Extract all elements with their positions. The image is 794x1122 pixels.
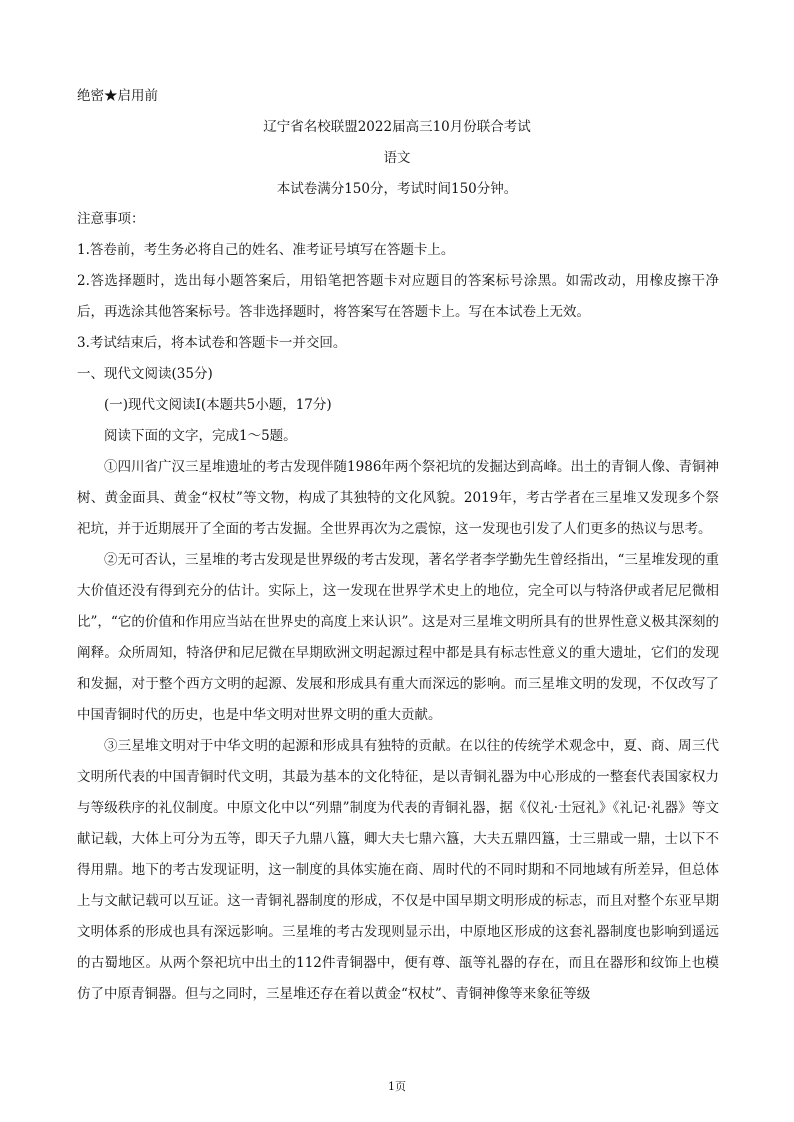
section-title: 一、现代文阅读(35分) xyxy=(77,366,213,382)
score-time-note: 本试卷满分150分，考试时间150分钟。 xyxy=(276,181,518,197)
passage-paragraph-2: ②无可否认，三星堆的考古发现是世界级的考古发现，著名学者李学勤先生曾经指出，“三星堆发现的重大价值还没有得到充分的估计。实际上，这一发现在世界学术史上的地位，完全可以与特洛伊或者尼尼微相比”，“它的价值和作用应当站在世界史的高度上来认识”。这是对三星堆文明所具有的世界性意义极其深刻的阐释。众所周知，特洛伊和尼尼微在早期欧洲文明起源过程中都是具有标志性意义的重大遗址，它们的发现和发掘，对于整个西方文明的起源、发展和形成具有重大而深远的影响。而三星堆文明的发现，不仅改写了中国青铜时代的历史，也是中华文明对世界文明的重大贡献。 xyxy=(77,552,719,723)
notes-heading: 注意事项： xyxy=(77,211,145,227)
note-item-1: 1.答卷前，考生务必将自己的姓名、准考证号填写在答题卡上。 xyxy=(77,242,455,258)
note-item-2: 2.答选择题时，选出每小题答案后，用铅笔把答题卡对应题目的答案标号涂黑。如需改动，用橡皮擦干净后，再选涂其他答案标号。答非选择题时，将答案写在答题卡上。写在本试卷上无效。 xyxy=(77,273,719,320)
page-number: 1页 xyxy=(388,1080,406,1093)
exam-content xyxy=(77,204,719,1010)
passage-paragraph-3: ③三星堆文明对于中华文明的起源和形成具有独特的贡献。在以往的传统学术观念中，夏、商、周三代文明所代表的中国青铜时代文明，其最为基本的文化特征，是以青铜礼器为中心形成的一整套代表国家权力与等级秩序的礼仪制度。中原文化中以“列鼎”制度为代表的青铜礼器，据《仪礼·士冠礼》《礼记·礼器》等文献记载，大体上可分为五等，即天子九鼎八簋，卿大夫七鼎六簋，大夫五鼎四簋，士三鼎或一鼎，士以下不得用鼎。地下的考古发现证明，这一制度的具体实施在商、周时代的不同时期和不同地域有所差异，但总体上与文献记载可以互证。这一青铜礼器制度的形成，不仅是中国早期文明形成的标志，而且对整个东亚早期文明体系的形成也具有深远影响。三星堆的考古发现则显示出，中原地区形成的这套礼器制度也影响到遥远的古蜀地区。从两个祭祀坑中出土的112件青铜器中，便有尊、瓿等礼器的存在，而且在器形和纹饰上也模仿了中原青铜器。但与之同时，三星堆还存在着以黄金“权杖”、青铜神像等来象征等级 xyxy=(77,738,719,1002)
reading-instruction: 阅读下面的文字，完成1～5题。 xyxy=(104,428,297,444)
subject-title: 语文 xyxy=(383,150,411,166)
exam-title: 辽宁省名校联盟2022届高三10月份联合考试 xyxy=(263,119,531,135)
passage-paragraph-1: ①四川省广汉三星堆遗址的考古发现伴随1986年两个祭祀坑的发掘达到高峰。出土的青铜人像、青铜神树、黄金面具、黄金“权杖”等文物，构成了其独特的文化风貌。2019年，考古学者在三星堆又发现多个祭祀坑，并于近期展开了全面的考古发掘。全世界再次为之震惊，这一发现也引发了人们更多的热议与思考。 xyxy=(77,459,719,537)
secret-mark: 绝密★启用前 xyxy=(77,88,158,104)
note-item-3: 3.考试结束后，将本试卷和答题卡一并交回。 xyxy=(77,335,347,351)
section-subtitle: (一)现代文阅读Ⅰ(本题共5小题，17分) xyxy=(104,397,332,413)
